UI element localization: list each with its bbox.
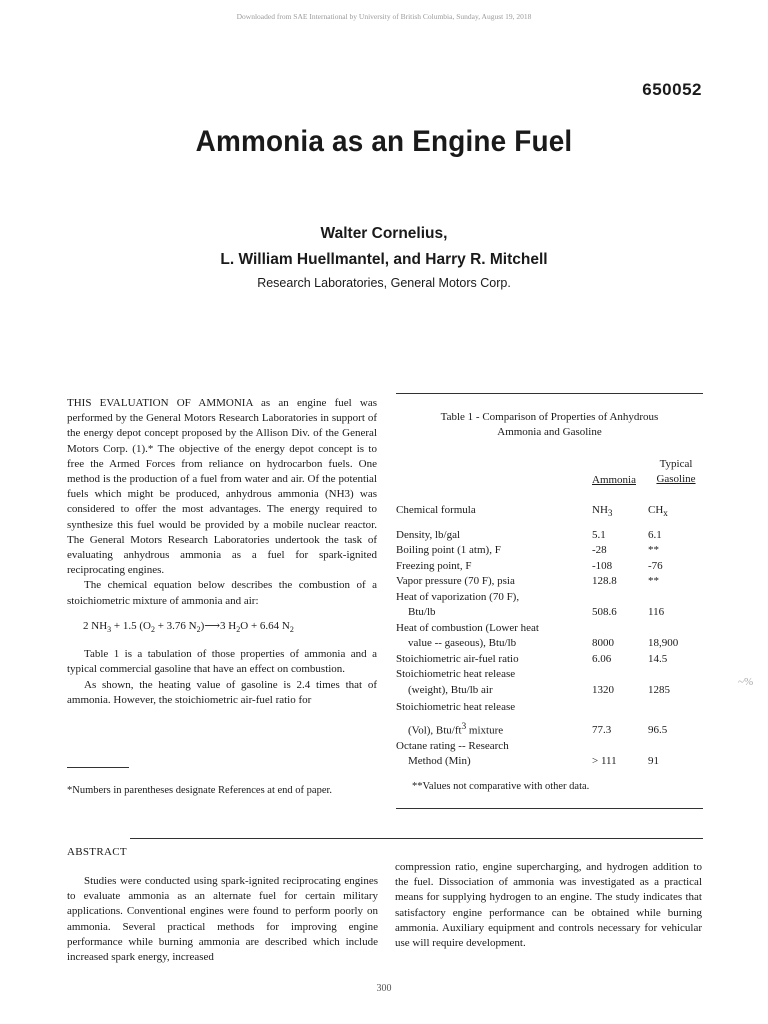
footnote-rule [67,767,129,768]
table-note: **Values not comparative with other data. [412,781,590,792]
properties-table [396,503,703,770]
paragraph-equation-intro: The chemical equation below describes the combustion of a stoichiometric mixture of ammonia and air: [67,579,377,607]
stray-mark: ~% [738,676,754,688]
footnote: *Numbers in parentheses designate References at end of paper. [67,785,333,796]
abstract-right-column: compression ratio, engine supercharging, and hydrogen addition to the fuel. Dissociation of ammonia was investigated as a practical means for supplying hydrogen to an engine. The study indicates that satisfactory engine performance can be obtained while burning ammonia. Auxiliary equipment and controls necessary for vehicular use will require development. [395,861,702,950]
table-column-header-gasoline: Typical Gasoline [656,458,696,485]
paragraph-intro: THIS EVALUATION OF AMMONIA as an engine fuel was performed by the General Motors Research Laboratories in support of the energy depot concept proposed by the Allison Div. of the General Motors Corp. (1).* The objective of the energy depot concept is to free the Armed Forces from reliance on hydrocarbon fuels. One method is the production of a fuel from water and air. Of the potential fuels which might be produced, anhydrous ammonia (NH3) was considered to offer the most advantages. The energy required to synthesize this fuel would be provided by a mobile nuclear reactor. The General Motors Research Laboratories undertook the task of evaluating anhydrous ammonia as a fuel for spark-ignited reciprocating engines. [67,397,377,577]
table-row: Stoichiometric heat release (Vol), Btu/$ft^3$ mixture 77.3 96.5 [396,701,668,737]
paper-title: Ammonia as an Engine Fuel [195,125,573,158]
body-left-column [67,396,377,708]
paragraph-heating-value: As shown, the heating value of gasoline is 2.4 times that of ammonia. However, the stoichiometric air-fuel ratio for [67,678,377,706]
table-row: Heat of vaporization (70 F), Btu/lb 508.6 116 [396,590,665,619]
table-row: Boiling point (1 atm), F -28 ** [396,544,659,557]
affiliation: Research Laboratories, General Motors Corp. [257,276,511,290]
author-line-1: Walter Cornelius, [320,225,448,242]
abstract-left-column: Studies were conducted using spark-ignited reciprocating engines to evaluate ammonia as an alternate fuel for certain military applications. Conventional engines were found to perform poorly on ammonia. Several practical methods for improving engine performance while burning ammonia are described which include increased spark energy, increased [67,875,378,964]
page-number: 300 [376,983,392,994]
table-row: Heat of combustion (Lower heat value -- gaseous), Btu/lb 8000 18,900 [396,621,679,650]
author-line-2: L. William Huellmantel, and Harry R. Mitchell [220,251,548,268]
table-row: Stoichiometric air-fuel ratio 6.06 14.5 [396,652,668,665]
abstract-rule [130,838,703,839]
table-column-header-ammonia: Ammonia [592,474,636,486]
table-caption: Table 1 - Comparison of Properties of Anhydrous Ammonia and Gasoline [440,411,659,438]
table-row: Freezing point, F -108 -76 [396,559,663,572]
table-row: Vapor pressure (70 F), psia 128.8 ** [396,575,659,588]
paper-number: 650052 [642,80,702,99]
chemical-equation: 2 $NH_3 + 1.5$ ($O_2 + 3.76$ $N_2)⟶3$ $H_2O + 6.64$ $N_2$ [83,619,294,635]
table-row: Octane rating -- Research Method (Min) > 111 91 [396,739,659,768]
download-note: Downloaded from SAE International by University of British Columbia, Sunday, August 19, 2018 [236,12,532,21]
table-row: Density, lb/gal 5.1 6.1 [396,528,662,541]
paragraph-table-reference: Table 1 is a tabulation of those properties of ammonia and a typical commercial gasoline that have an effect on combustion. [67,648,377,676]
table-row: Chemical formula $NH_3$ $CH_x$ [396,504,668,519]
author-block [0,221,768,273]
table-row: Stoichiometric heat release (weight), Btu/lb air 1320 1285 [396,668,670,696]
table-bottom-rule [396,808,703,809]
abstract-heading: ABSTRACT [67,846,127,858]
table-top-rule [396,393,703,394]
